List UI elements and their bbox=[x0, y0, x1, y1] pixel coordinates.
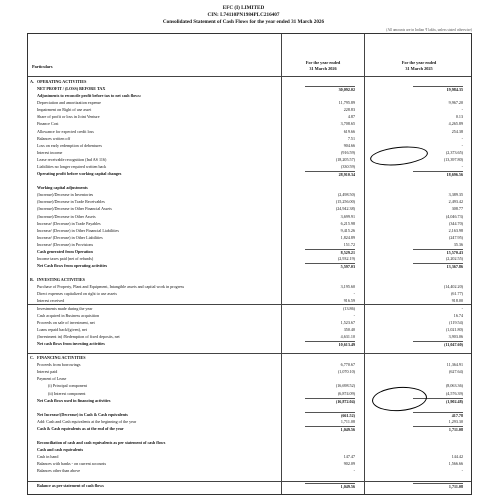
row-label: (Increase)/Decrease in Other Financial Assets bbox=[37, 206, 112, 212]
column-header-current-year bbox=[284, 60, 362, 71]
previous-year-value: (119.54) bbox=[449, 319, 463, 325]
current-year-value: (16,872.04) bbox=[305, 398, 355, 405]
row-label: (i) Principal component bbox=[48, 383, 87, 389]
current-year-value: 5,597.03 bbox=[305, 263, 355, 270]
statement-row bbox=[28, 376, 473, 382]
row-label: INVESTING ACTIVITIES bbox=[37, 277, 85, 283]
company-name: EFC (I) LIMITED bbox=[222, 5, 265, 11]
previous-year-value: 15,570.43 bbox=[413, 249, 463, 256]
current-year-value: 7.51 bbox=[347, 135, 355, 141]
row-label: Liabilities no longer required written back bbox=[37, 163, 107, 169]
statement-row bbox=[28, 164, 473, 170]
row-label: Interest paid bbox=[37, 369, 58, 375]
current-year-value: 28,910.34 bbox=[305, 171, 355, 178]
statement-row bbox=[28, 114, 473, 120]
previous-year-value: 9,967.20 bbox=[448, 100, 463, 106]
statement-row bbox=[28, 348, 473, 354]
row-label: Loans repaid back/(given), net bbox=[37, 326, 88, 332]
statement-row bbox=[28, 284, 473, 290]
row-label: Direct expenses capitalized on right to use assets bbox=[37, 291, 117, 297]
current-year-value: - bbox=[353, 291, 355, 297]
previous-year-value: (4,576.39) bbox=[445, 390, 463, 396]
previous-year-value: 18,696.56 bbox=[413, 171, 463, 178]
statement-row bbox=[28, 270, 473, 276]
statement-row bbox=[28, 185, 473, 191]
cash-flow-table bbox=[27, 33, 472, 495]
current-year-value: 6,215.98 bbox=[340, 220, 355, 226]
row-label: (Increase)/Decrease in Inventories bbox=[37, 192, 94, 198]
column-header-current-year-line1: For the year ended bbox=[305, 60, 341, 65]
previous-year-value: 16.74 bbox=[453, 312, 463, 318]
section-letter: C. bbox=[30, 355, 34, 361]
row-label: Income taxes paid (net of refunds) bbox=[37, 256, 94, 261]
current-year-value: 902.09 bbox=[343, 461, 355, 467]
current-year-value: 3,708.65 bbox=[340, 121, 355, 127]
row-label: Proceeds from borrowings bbox=[37, 362, 81, 368]
previous-year-value: 254.38 bbox=[451, 128, 463, 134]
row-label: Investments made during the year bbox=[37, 305, 93, 311]
previous-year-value: 11,364.91 bbox=[446, 362, 463, 368]
statement-row bbox=[28, 313, 473, 319]
statement-row bbox=[28, 171, 473, 177]
current-year-value: (6,874.09) bbox=[337, 390, 355, 396]
statement-row bbox=[28, 440, 473, 446]
statement-row bbox=[28, 249, 473, 255]
current-year-value: (2,498.50) bbox=[337, 192, 355, 198]
previous-year-value: 4,265.89 bbox=[448, 121, 463, 127]
current-year-value: 30,092.02 bbox=[305, 86, 355, 93]
current-year-value: - bbox=[353, 468, 355, 474]
column-header-previous-year bbox=[368, 60, 470, 71]
previous-year-value: 3,903.06 bbox=[448, 333, 463, 339]
previous-year-value: (2,202.55) bbox=[445, 256, 463, 261]
row-label: Purchase of Property, Plant and Equipment, Intangible assets and capital work in progress bbox=[37, 284, 185, 290]
previous-year-value: (2,373.65) bbox=[445, 149, 463, 155]
previous-year-value: (1,902.48) bbox=[413, 398, 463, 405]
statement-row bbox=[28, 214, 473, 220]
statement-row bbox=[28, 461, 473, 467]
previous-year-value: (61.77) bbox=[451, 291, 463, 297]
statement-row bbox=[28, 320, 473, 326]
section-letter: A. bbox=[30, 79, 34, 84]
row-label: Net Cash flows used in financing activities bbox=[37, 397, 111, 403]
row-label: Cash & Cash equivalents as at the end of the year bbox=[37, 425, 124, 431]
statement-row bbox=[28, 355, 473, 361]
current-year-value: 11,795.89 bbox=[338, 100, 355, 106]
column-header-previous-year-line2: 31 March 2025 bbox=[405, 65, 433, 71]
current-year-value: - bbox=[353, 312, 355, 318]
company-cin: CIN: L74110PN1984PLC216407 bbox=[207, 12, 280, 18]
statement-row bbox=[28, 228, 473, 234]
current-year-value: (16,698.52) bbox=[335, 383, 355, 389]
previous-year-value: (1,021.80) bbox=[445, 326, 463, 332]
previous-year-value: 35.36 bbox=[453, 241, 463, 247]
row-label: Balances with banks - on current accounts bbox=[37, 461, 107, 467]
current-year-value: 1,049.56 bbox=[305, 483, 355, 490]
row-label: FINANCING ACTIVITIES bbox=[37, 355, 86, 361]
current-year-value: (916.59) bbox=[341, 149, 355, 155]
row-label: Depreciation and amortization expense bbox=[37, 100, 101, 106]
statement-row bbox=[28, 298, 473, 304]
statement-row bbox=[28, 100, 473, 106]
row-label: (ii) Interest component bbox=[48, 390, 86, 396]
row-label: Balances other than above bbox=[37, 468, 81, 474]
statement-row bbox=[28, 426, 473, 432]
statement-row bbox=[28, 475, 473, 481]
row-label: Increase/ (Decrease) in Other Financial Liabilities bbox=[37, 227, 119, 233]
previous-year-value: 1,566.66 bbox=[448, 461, 463, 467]
current-year-value: 6,770.67 bbox=[340, 362, 355, 368]
row-label: Cash acquired in Business acquisition bbox=[37, 312, 100, 318]
statement-row bbox=[28, 334, 473, 340]
row-label: Reconciliation of cash and cash equivalents as per statement of cash flows bbox=[37, 440, 166, 446]
statement-row bbox=[28, 454, 473, 460]
statement-row bbox=[28, 86, 473, 92]
previous-year-value: - bbox=[461, 468, 463, 474]
previous-year-value: (4,046.73) bbox=[445, 213, 463, 219]
row-label: Add: Cash and Cash equivalents at the beginning of the year bbox=[37, 418, 137, 424]
current-year-value: 4,631.10 bbox=[340, 333, 355, 339]
current-year-value: (18,205.57) bbox=[335, 156, 355, 162]
row-label: Working capital adjustments bbox=[37, 185, 88, 191]
current-year-value: 147.47 bbox=[343, 454, 355, 460]
row-label: Increase/ (Decrease) in Other Liabilities bbox=[37, 234, 103, 240]
current-year-value: 3,195.60 bbox=[340, 284, 355, 290]
previous-year-value: (8,063.36) bbox=[445, 383, 463, 389]
statement-row bbox=[28, 199, 473, 205]
column-header-particulars: Particulars bbox=[32, 64, 53, 69]
previous-year-value: (11,047.60) bbox=[413, 341, 463, 348]
current-year-value: (1,070.10) bbox=[337, 369, 355, 375]
current-year-value: 3,699.91 bbox=[340, 213, 355, 219]
units-note: (All amounts are in Indian ₹ lakhs, unless stated otherwise) bbox=[386, 28, 472, 32]
statement-row bbox=[28, 483, 473, 489]
row-label: (Increase)/Decrease in Other Assets bbox=[37, 213, 96, 219]
current-year-value: 9,415.26 bbox=[340, 227, 355, 233]
previous-year-value: (344.70) bbox=[449, 220, 463, 226]
row-label: Balances written off bbox=[37, 135, 71, 141]
current-year-value: 350.40 bbox=[343, 326, 355, 332]
statement-row bbox=[28, 433, 473, 439]
row-label: Proceeds on sale of investment, net bbox=[37, 319, 95, 325]
statement-row bbox=[28, 107, 473, 113]
current-year-value: 151.72 bbox=[343, 241, 355, 247]
row-label: Operating profit before working capital changes bbox=[37, 171, 122, 177]
row-label: Cash in hand bbox=[37, 454, 59, 460]
row-label: Net Increase/(Decrease) in Cash & Cash equivalents bbox=[37, 411, 128, 417]
statement-row bbox=[28, 242, 473, 248]
statement-row bbox=[28, 327, 473, 333]
row-label: Cash generated from Operation bbox=[37, 248, 93, 254]
current-year-value: (13.86) bbox=[343, 305, 355, 311]
previous-year-value: (14,402.20) bbox=[443, 284, 463, 290]
row-label: Increase/ (Decrease) in Provisions bbox=[37, 241, 94, 247]
column-header-current-year-line2: 31 March 2026 bbox=[309, 65, 337, 71]
current-year-value: 4.87 bbox=[347, 114, 355, 120]
statement-row bbox=[28, 192, 473, 198]
previous-year-value: 2,493.42 bbox=[448, 199, 463, 205]
current-year-value: 1,523.67 bbox=[340, 319, 355, 325]
row-label: Interest received bbox=[37, 298, 65, 304]
statement-row bbox=[28, 235, 473, 241]
row-label: Increase/ (Decrease) in Trade Payables bbox=[37, 220, 101, 226]
previous-year-value: 918.00 bbox=[451, 298, 463, 304]
row-label: Net cash flows from investing activities bbox=[37, 340, 105, 346]
previous-year-value: 1,293.30 bbox=[448, 418, 463, 424]
previous-year-value: 19,984.35 bbox=[413, 86, 463, 93]
previous-year-value: - bbox=[461, 305, 463, 311]
statement-row bbox=[28, 447, 473, 453]
current-year-value: 8,529.21 bbox=[305, 249, 355, 256]
statement-row bbox=[28, 256, 473, 262]
current-year-value: (330.59) bbox=[341, 163, 355, 169]
row-label: Adjustments to reconcile profit before tax to net cash flows: bbox=[37, 93, 142, 99]
row-label: Payment of Lease bbox=[37, 376, 67, 382]
statement-row bbox=[28, 291, 473, 297]
row-label: (Increase)/Decrease in Trade Receivables bbox=[37, 199, 105, 205]
current-year-value: 916.59 bbox=[343, 298, 355, 304]
row-label: Loss on early redemption of debentures bbox=[37, 142, 102, 148]
column-header-previous-year-line1: For the year ended bbox=[401, 60, 437, 65]
current-year-value: (15,256.00) bbox=[335, 199, 355, 205]
statement-row bbox=[28, 306, 473, 312]
previous-year-value: 144.42 bbox=[451, 454, 463, 460]
statement-row bbox=[28, 121, 473, 127]
statement-row bbox=[28, 468, 473, 474]
statement-row bbox=[28, 79, 473, 85]
current-year-value: 619.66 bbox=[343, 128, 355, 134]
previous-year-value: (13,397.80) bbox=[443, 156, 463, 162]
statement-row bbox=[28, 362, 473, 368]
statement-row bbox=[28, 129, 473, 135]
previous-year-value: 308.77 bbox=[451, 206, 463, 212]
previous-year-value: (627.64) bbox=[449, 369, 463, 375]
statement-row bbox=[28, 136, 473, 142]
current-year-value: 1,824.89 bbox=[340, 234, 355, 240]
current-year-value: 904.66 bbox=[343, 142, 355, 148]
statement-row bbox=[28, 412, 473, 418]
statement-row bbox=[28, 178, 473, 184]
row-label: Balance as per statement of cash flows bbox=[37, 482, 104, 488]
row-label: Impairment on Right of use asset bbox=[37, 107, 92, 113]
previous-year-value: - bbox=[461, 142, 463, 148]
previous-year-value: 3,389.35 bbox=[448, 192, 463, 198]
previous-year-value: - bbox=[461, 163, 463, 169]
section-letter: B. bbox=[30, 277, 34, 283]
current-year-value: (2,932.19) bbox=[337, 256, 355, 261]
row-label: (Investment in) /Redemption of fixed deposits, net bbox=[37, 333, 120, 339]
statement-row bbox=[28, 221, 473, 227]
current-year-value: (24,942.38) bbox=[335, 206, 355, 212]
row-label: Net Cash flows from operating activities bbox=[37, 263, 108, 269]
previous-year-value: 417.78 bbox=[413, 412, 463, 419]
statement-row bbox=[28, 93, 473, 99]
statement-row bbox=[28, 263, 473, 269]
statement-row bbox=[28, 206, 473, 212]
previous-year-value: 1,711.08 bbox=[413, 426, 463, 433]
statement-row bbox=[28, 369, 473, 375]
header-divider bbox=[28, 76, 471, 77]
current-year-value: 10,613.49 bbox=[305, 341, 355, 348]
previous-year-value: 1,711.08 bbox=[413, 483, 463, 490]
statement-row bbox=[28, 277, 473, 283]
row-label: Lease receivable recognition (Ind AS 116) bbox=[37, 156, 107, 162]
current-year-value: 228.83 bbox=[343, 107, 355, 113]
previous-year-value: 13,367.86 bbox=[413, 263, 463, 270]
row-label: Allowance for expected credit loss bbox=[37, 128, 94, 134]
row-label: Finance Cost bbox=[37, 121, 59, 127]
row-label: Interest income bbox=[37, 149, 63, 155]
statement-row bbox=[28, 419, 473, 425]
previous-year-value: - bbox=[461, 135, 463, 141]
previous-year-value: 2,163.98 bbox=[448, 227, 463, 233]
row-label: Share of profit or loss in Joint Venture bbox=[37, 114, 100, 120]
row-label: Cash and cash equivalents bbox=[37, 447, 84, 453]
current-year-value: (661.52) bbox=[305, 412, 355, 419]
row-label: OPERATING ACTIVITIES bbox=[37, 79, 87, 84]
previous-year-value: 0.13 bbox=[455, 114, 463, 120]
current-year-value: 1,049.56 bbox=[305, 426, 355, 433]
row-label: NET PROFIT / (LOSS) BEFORE TAX bbox=[37, 86, 106, 92]
current-year-value: 1,711.08 bbox=[340, 418, 355, 424]
previous-year-value: (247.95) bbox=[449, 234, 463, 240]
statement-row bbox=[28, 341, 473, 347]
previous-year-value: - bbox=[461, 107, 463, 113]
statement-title: Consolidated Statement of Cash Flows for the year ended 31 March 2026 bbox=[162, 19, 325, 25]
